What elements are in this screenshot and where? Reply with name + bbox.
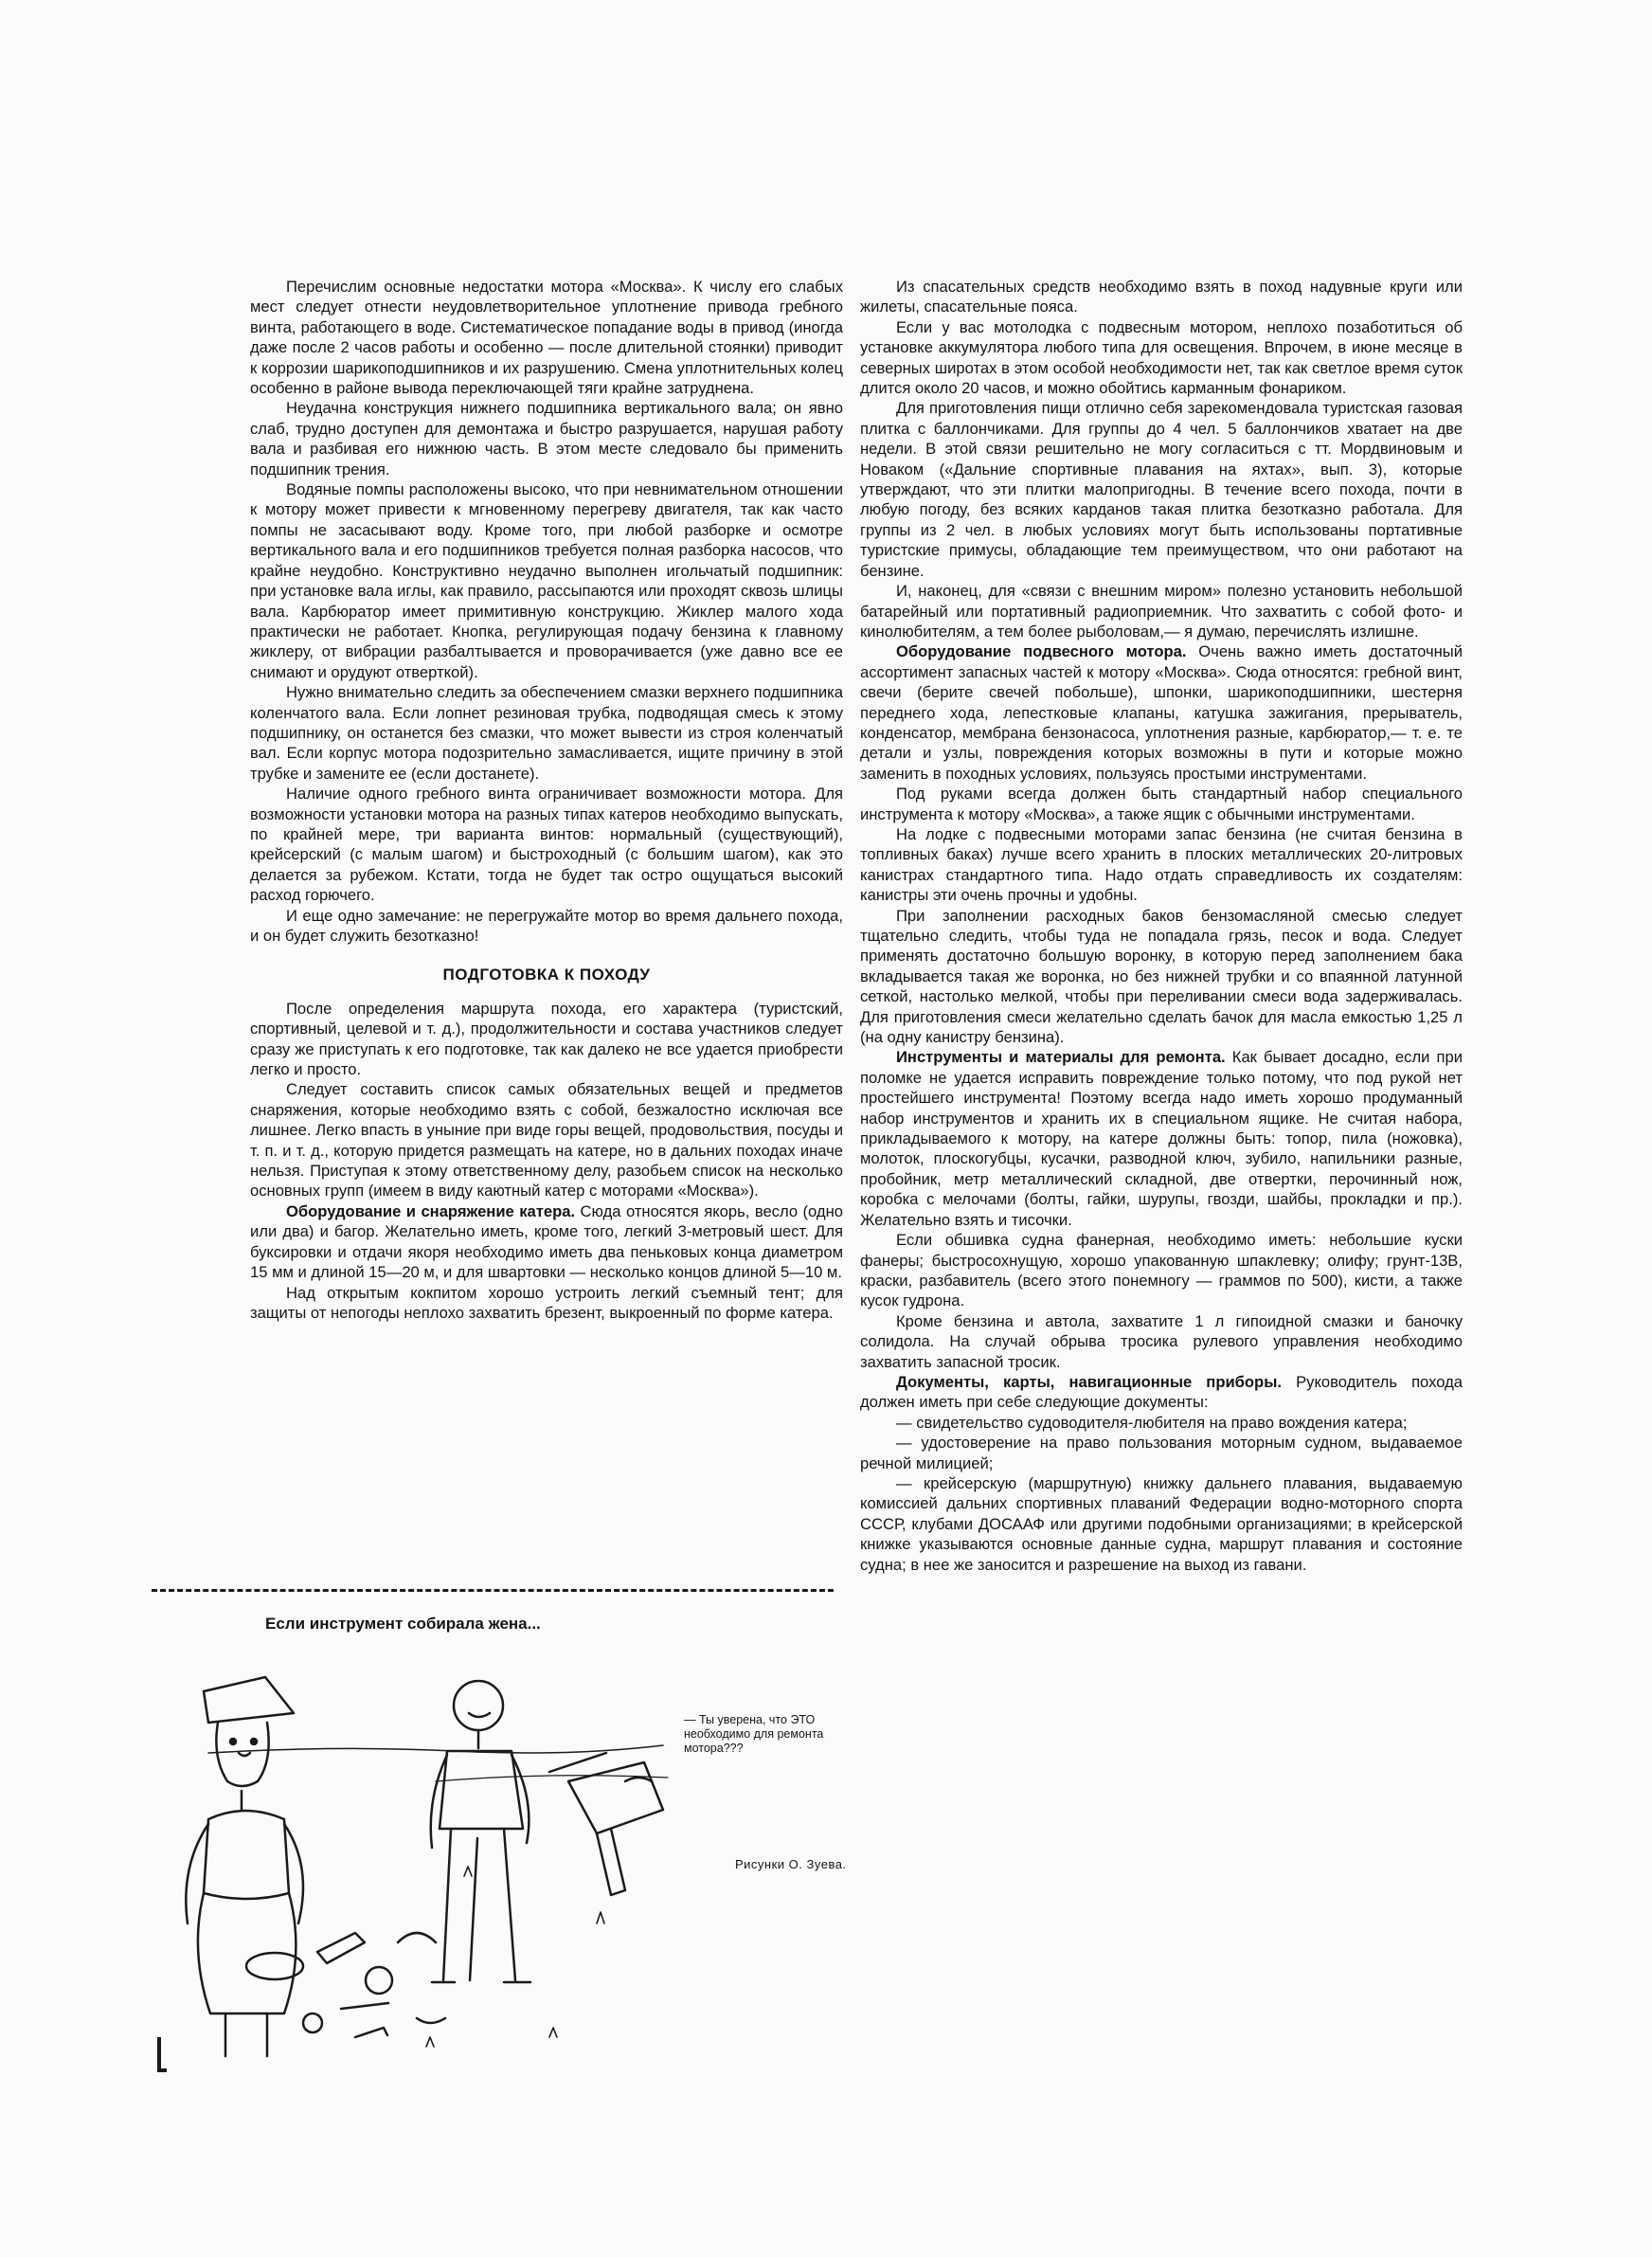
- paragraph: [860, 641, 1463, 784]
- left-column: [250, 277, 843, 1323]
- paragraph-text: Руководитель похода должен иметь при себе следующие документы:: [860, 1372, 1463, 1412]
- runin-heading: Оборудование подвесного мотора.: [896, 642, 1187, 661]
- paragraph: [250, 1201, 843, 1283]
- cartoon-caption: — Ты уверена, что ЭТО необходимо для ремонта мотора???: [684, 1713, 824, 1755]
- right-column: [860, 277, 1463, 1575]
- paragraph: Над открытым кокпитом хорошо устроить легкий съемный тент; для защиты от непогоды неплохо захватить брезент, выкроенный по форме катера.: [250, 1283, 843, 1322]
- paragraph: И еще одно замечание: не перегружайте мотор во время дальнего похода, и он будет служить безотказно!: [250, 906, 843, 945]
- paragraph: [860, 1047, 1463, 1230]
- paragraph: [860, 1372, 1463, 1413]
- paragraph: Перечислим основные недостатки мотора «Москва». К числу его слабых мест следует отнести неудовлетворительное уплотнение привода гребного винта, работающего в воде. Систематическое попадание воды в привод (иногда даже после 2 часов работы и особенно — после длительной стоянки) приводит к коррозии шарикоподшипников и их разрушению. Смена уплотнительных колец особенно в районе вывода переключающей тяги крайне затруднена.: [250, 278, 843, 398]
- cartoon-illustration: [152, 1639, 682, 2075]
- paragraph: На лодке с подвесными моторами запас бензина (не считая бензина в топливных баках) лучше всего хранить в плоских металлических 20-литровых канистрах стандартного типа. Надо отдать справедливость их создателям: канистры эти очень прочны и удобны.: [860, 824, 1463, 905]
- paragraph: — свидетельство судоводителя-любителя на право вождения катера;: [896, 1413, 1408, 1432]
- paragraph-text: Очень важно иметь достаточный ассортимент запасных частей к мотору «Москва». Сюда относятся: гребной винт, свечи (берите свечей побольше), шпонки, шарикоподшипники, шестерня переднего хода, лепестковые клапаны, катушка зажигания, прерыватель, конденсатор, мембрана бензонасоса, уплотнения разные, карбюратор,— т. е. те детали и узлы, повреждения которых возможны в пути и которые можно заменить в походных условиях, пользуясь простыми инструментами.: [860, 642, 1463, 783]
- paragraph: Неудачна конструкция нижнего подшипника вертикального вала; он явно слаб, трудно доступен для демонтажа и быстро разрушается, нарушая работу вала и разбивая его нижнюю часть. В этом месте следовало бы применить подшипник трения.: [250, 399, 843, 478]
- dashed-divider: [152, 1589, 834, 1592]
- paragraph: — крейсерскую (маршрутную) книжку дальнего плавания, выдаваемую комиссией дальних спортивных плаваний Федерации водно-моторного спорта СССР, клубами ДОСААФ или другими подобными организациями; в крейсерской книжке указываются основные данные судна, маршрут плавания и состояние судна; в нее же заносится и разрешение на выход из гавани.: [860, 1473, 1463, 1574]
- paragraph: При заполнении расходных баков бензомасляной смесью следует тщательно следить, чтобы туда не попадала грязь, песок и вода. Следует применять достаточно большую воронку, в которую перед заполнением бака вкладывается такая же воронка, но без нижней трубки и со впаянной латунной сеткой, настолько мелкой, чтобы при переливании смеси вода задерживалась. Для приготовления смеси желательно сделать бачок для масла емкостью 1,25 л (на одну канистру бензина).: [860, 906, 1463, 1047]
- paragraph: Водяные помпы расположены высоко, что при невнимательном отношении к мотору может привести к мгновенному перегреву двигателя, так как часто помпы не засасывают воду. Кроме того, при любой разборке и осмотре вертикального вала и его подшипников требуется полная разборка насосов, что крайне неудобно. Конструктивно неудачно выполнен игольчатый подшипник: при установке вала иглы, как правило, рассыпаются или проходят сквозь шлицы вала. Карбюратор имеет примитивную конструкцию. Жиклер малого хода практически не работает. Кнопка, регулирующая подачу бензина к главному жиклеру, от вибрации разбалтывается и проворачивается (уже давно все ее снимают и орудуют отверткой).: [250, 480, 843, 681]
- paragraph: Наличие одного гребного винта ограничивает возможности мотора. Для возможности установки мотора на разных типах катеров необходимо выпускать, по крайней мере, три варианта винтов: нормальный (существующий), крейсерский (с малым шагом) и быстроходный (с большим шагом), как это делается за рубежом. Кстати, тогда не будет так остро ощущаться высокий расход горючего.: [250, 785, 843, 905]
- corner-mark: [159, 2037, 167, 2070]
- paragraph: И, наконец, для «связи с внешним миром» полезно установить небольшой батарейный или портативный радиоприемник. Что захватить с собой фото- и кинолюбителям, а тем более рыболовам,— я думаю, перечислять излишне.: [860, 582, 1463, 641]
- paragraph: Под руками всегда должен быть стандартный набор специального инструмента к мотору «Москва», а также ящик с обычными инструментами.: [860, 785, 1463, 823]
- runin-heading: Инструменты и материалы для ремонта.: [896, 1048, 1226, 1067]
- paragraph: — удостоверение на право пользования моторным судном, выдаваемое речной милицией;: [860, 1434, 1463, 1472]
- illustration-credit: Рисунки О. Зуева.: [735, 1857, 847, 1871]
- paragraph: После определения маршрута похода, его характера (туристский, спортивный, целевой и т. д.), продолжительности и состава участников следует сразу же приступать к его подготовке, так как далеко не все удается приобрести легко и просто.: [250, 999, 843, 1079]
- paragraph-text: Как бывает досадно, если при поломке не удается исправить повреждение только потому, что под рукой нет простейшего инструмента! Поэтому всегда надо иметь хорошо продуманный набор инструментов и хранить их в специальном ящике. Не считая набора, прикладываемого к мотору, на катере должны быть: топор, пила (ножовка), молоток, плоскогубцы, кусачки, разводной ключ, зубило, напильники разные, пробойник, метр металлический складной, две отвертки, перочинный нож, коробка с мелочами (болты, гайки, шурупы, гвозди, шайбы, прокладки и пр.). Желательно взять и тисочки.: [860, 1048, 1463, 1229]
- paragraph: Из спасательных средств необходимо взять в поход надувные круги или жилеты, спасательные пояса.: [860, 278, 1463, 316]
- paragraph: Если у вас мотолодка с подвесным мотором, неплохо позаботиться об установке аккумулятора любого типа для освещения. Впрочем, в июне месяце в северных широтах в этом особой необходимости нет, так как светлое время суток длится около 20 часов, и можно обойтись карманным фонариком.: [860, 317, 1463, 398]
- paragraph: Если обшивка судна фанерная, необходимо иметь: небольшие куски фанеры; быстросохнущую, хорошо упакованную шпаклевку; олифу; грунт-13В, краски, разбавитель (всего этого понемногу — граммов по 500), кисти, а также кусок гудрона.: [860, 1231, 1463, 1310]
- paragraph: Для приготовления пищи отлично себя зарекомендовала туристская газовая плитка с баллончиками. Для группы до 4 чел. 5 баллончиков хватает на две недели. В этой связи решительно не могу согласиться с тт. Мордвиновым и Новаком («Дальние спортивные плавания на яхтах», вып. 3), которые утверждают, что эти плитки малопригодны. В течение всего похода, почти в любую погоду, без всяких карданов такая плитка безотказно работала. Для группы из 2 чел. в любых условиях могут быть использованы портативные туристские примусы, обладающие тем преимуществом, что они работают на бензине.: [860, 399, 1463, 580]
- cartoon-title: Если инструмент собирала жена...: [265, 1615, 541, 1633]
- paragraph: Кроме бензина и автола, захватите 1 л гипоидной смазки и баночку солидола. На случай обрыва тросика рулевого управления необходимо захватить запасной тросик.: [860, 1311, 1463, 1371]
- section-heading: ПОДГОТОВКА К ПОХОДУ: [442, 966, 651, 984]
- paragraph-text: Сюда относятся якорь, весло (одно или два) и багор. Желательно иметь, кроме того, легкий 3-метровый шест. Для буксировки и отдачи якоря необходимо иметь два пеньковых конца диаметром 15 мм и длиной 15—20 м, и для швартовки — несколько концов длиной 5—10 м.: [250, 1201, 843, 1282]
- runin-heading: Оборудование и снаряжение катера.: [286, 1201, 576, 1220]
- paragraph: Нужно внимательно следить за обеспечением смазки верхнего подшипника коленчатого вала. Если лопнет резиновая трубка, подводящая смесь к этому подшипнику, он останется без смазки, что может вывести из строя коленчатый вал. Если корпус мотора подозрительно замасливается, ищите причину в этой трубке и замените ее (если достанете).: [250, 683, 843, 783]
- runin-heading: Документы, карты, навигационные приборы.: [896, 1372, 1282, 1391]
- paragraph: Следует составить список самых обязательных вещей и предметов снаряжения, которые необходимо взять с собой, безжалостно исключая все лишнее. Легко впасть в уныние при виде горы вещей, продовольствия, посуды и т. п. и т. д., которую придется размещать на катере, но в дальних походах иначе нельзя. Приступая к этому ответственному делу, разобьем список на несколько основных групп (имеем в виду каютный катер с моторами «Москва»).: [250, 1080, 843, 1201]
